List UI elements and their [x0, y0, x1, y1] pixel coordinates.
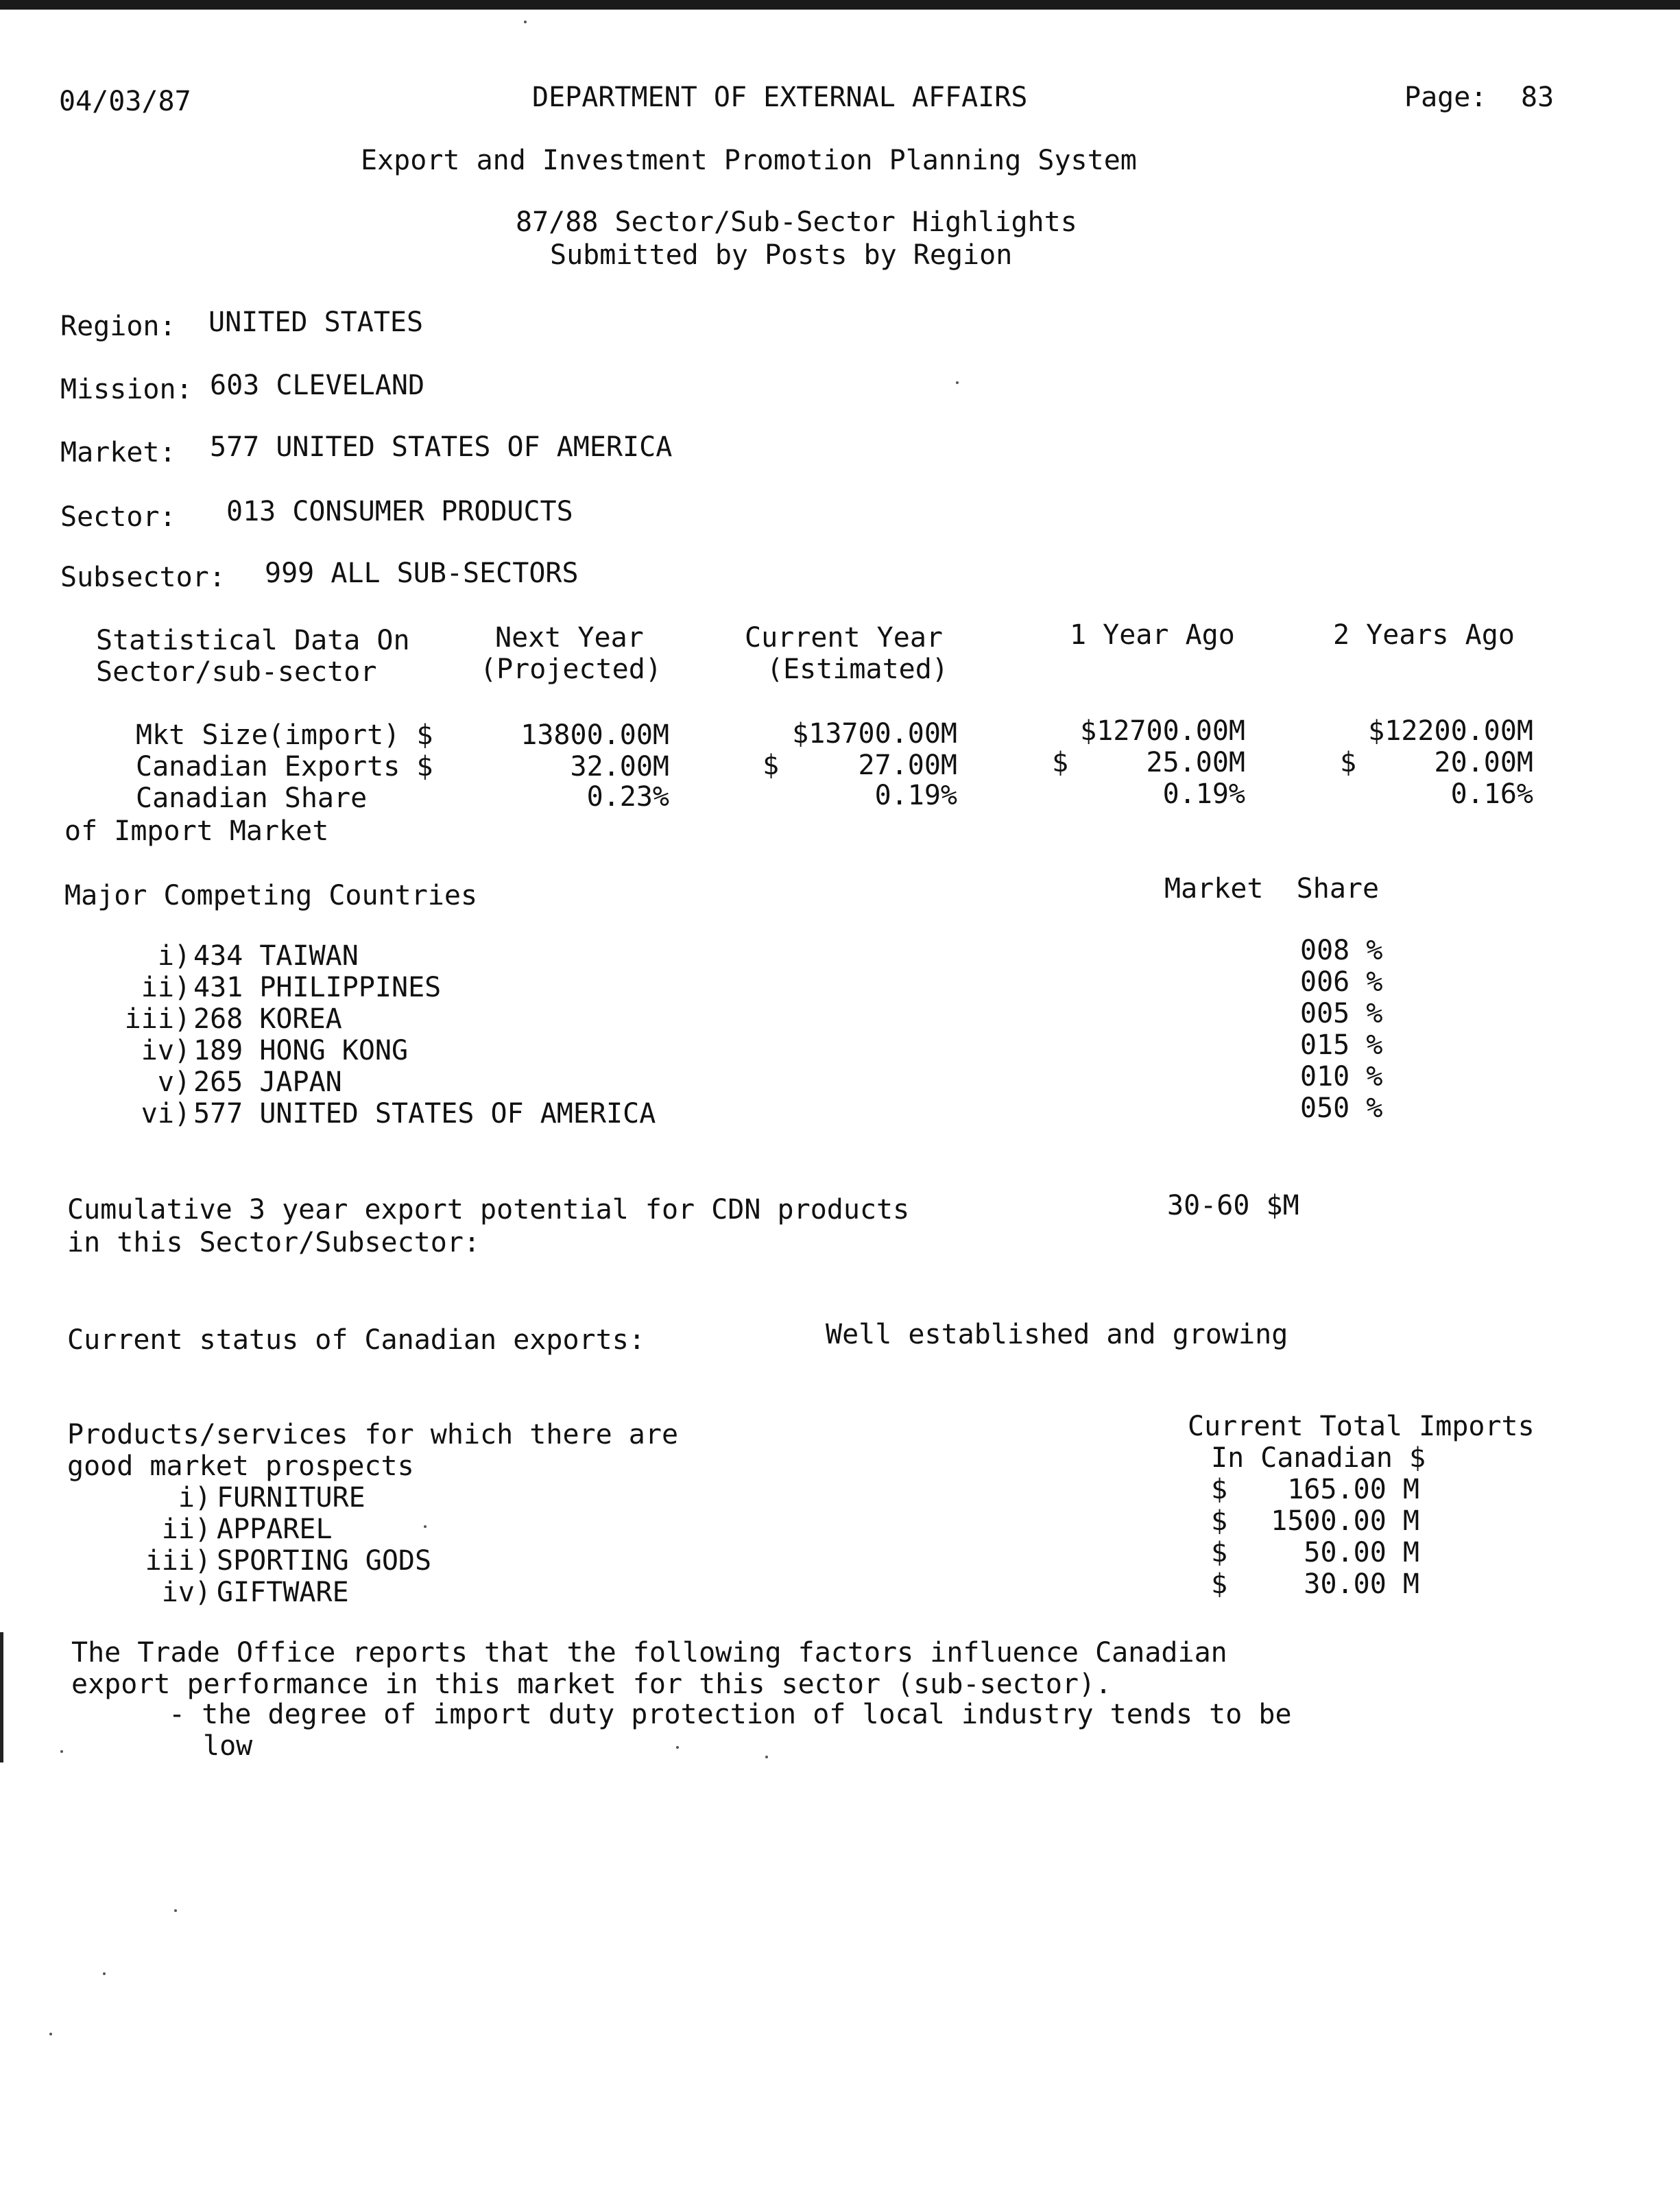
stats-cell: 0.19%: [874, 780, 957, 811]
competitor-name: 268 KOREA: [193, 1003, 342, 1035]
status-value: Well established and growing: [826, 1319, 1288, 1350]
stats-currency-symbol: $: [1052, 747, 1069, 778]
import-value: 50.00 M: [1304, 1537, 1419, 1568]
scan-speck: [60, 1750, 63, 1753]
potential-label-line1: Cumulative 3 year export potential for CDN products: [67, 1194, 910, 1226]
product-name: GIFTWARE: [217, 1577, 349, 1608]
col-current-year-sub: (Estimated): [767, 654, 948, 685]
competitor-share: 015 %: [1300, 1029, 1383, 1061]
competitors-title: Major Competing Countries: [64, 880, 478, 911]
competitor-share: 050 %: [1300, 1092, 1383, 1124]
products-label-line1: Products/services for which there are: [67, 1419, 679, 1450]
stats-cell: $12200.00M: [1368, 715, 1533, 747]
product-index: i): [178, 1482, 211, 1514]
competitor-share: 005 %: [1300, 998, 1383, 1029]
import-currency-symbol: $: [1211, 1568, 1228, 1600]
competitor-name: 431 PHILIPPINES: [193, 972, 442, 1003]
department-name: DEPARTMENT OF EXTERNAL AFFAIRS: [532, 82, 1028, 113]
stats-cell: 25.00M: [1146, 747, 1245, 778]
product-index: iii): [145, 1545, 211, 1577]
stats-cell: 13800.00M: [520, 719, 669, 751]
stats-cell: 0.23%: [586, 781, 669, 813]
competitor-share: 008 %: [1300, 935, 1383, 966]
region-value: UNITED STATES: [208, 307, 424, 338]
scan-speck: [676, 1746, 679, 1749]
subsector-label: Subsector:: [60, 562, 226, 593]
scan-top-edge: [0, 0, 1680, 10]
import-currency-symbol: $: [1211, 1474, 1228, 1505]
factors-line1: The Trade Office reports that the following factors influence Canadian: [71, 1637, 1227, 1669]
page-label: Page:: [1404, 82, 1487, 113]
potential-value: 30-60 $M: [1167, 1190, 1299, 1221]
factors-line2: export performance in this market for this sector (sub-sector).: [71, 1669, 1112, 1700]
product-index: ii): [161, 1514, 211, 1545]
mission-label: Mission:: [60, 374, 193, 405]
market-share-header: Market Share: [1164, 873, 1380, 905]
competitor-index: vi): [141, 1098, 191, 1130]
competitor-index: iv): [141, 1035, 191, 1066]
stats-cell: 32.00M: [570, 751, 669, 782]
competitor-index: iii): [124, 1003, 191, 1035]
competitor-name: 434 TAIWAN: [193, 940, 359, 972]
stats-currency-symbol: $: [763, 750, 780, 781]
stats-cell: 0.19%: [1162, 778, 1245, 810]
competitor-name: 189 HONG KONG: [193, 1035, 409, 1066]
competitor-index: v): [157, 1066, 191, 1098]
page-number: 83: [1521, 82, 1555, 113]
stats-cell: 20.00M: [1434, 747, 1533, 778]
stats-label-line1: Statistical Data On: [96, 625, 410, 656]
factor-bullet-line2: low: [203, 1730, 253, 1762]
share-suffix: of Import Market: [64, 815, 329, 847]
competitor-index: ii): [141, 972, 191, 1003]
scan-speck: [956, 381, 959, 384]
import-value: 30.00 M: [1304, 1568, 1419, 1600]
sector-label: Sector:: [60, 501, 176, 533]
scan-speck: [424, 1525, 427, 1528]
system-title: Export and Investment Promotion Planning System: [361, 145, 1137, 176]
col-next-year-sub: (Projected): [480, 654, 662, 685]
import-value: 1500.00 M: [1271, 1505, 1419, 1537]
col-next-year: Next Year: [495, 622, 644, 654]
scan-left-edge-mark: [0, 1632, 3, 1762]
status-label: Current status of Canadian exports:: [67, 1324, 645, 1356]
stats-cell: $13700.00M: [792, 718, 957, 750]
report-title: 87/88 Sector/Sub-Sector Highlights: [516, 206, 1077, 238]
competitor-name: 577 UNITED STATES OF AMERICA: [193, 1098, 656, 1130]
report-subtitle: Submitted by Posts by Region: [550, 239, 1013, 271]
scan-speck: [765, 1756, 768, 1758]
competitor-share: 006 %: [1300, 966, 1383, 998]
market-label: Market:: [60, 437, 176, 468]
stats-currency-symbol: $: [1340, 747, 1357, 778]
product-name: FURNITURE: [217, 1482, 365, 1514]
product-name: APPAREL: [217, 1514, 333, 1545]
factor-bullet-line1: - the degree of import duty protection of local industry tends to be: [169, 1699, 1292, 1730]
import-currency-symbol: $: [1211, 1505, 1228, 1537]
product-index: iv): [161, 1577, 211, 1608]
col-1-year-ago: 1 Year Ago: [1070, 619, 1235, 651]
import-currency-symbol: $: [1211, 1537, 1228, 1568]
scan-speck: [49, 2033, 52, 2035]
stats-cell: 27.00M: [858, 750, 957, 781]
competitor-name: 265 JAPAN: [193, 1066, 342, 1098]
potential-label-line2: in this Sector/Subsector:: [67, 1227, 481, 1258]
region-label: Region:: [60, 311, 176, 342]
report-date: 04/03/87: [59, 86, 191, 117]
mission-value: 603 CLEVELAND: [210, 370, 425, 401]
imports-header-line2: In Canadian $: [1211, 1442, 1426, 1474]
products-label-line2: good market prospects: [67, 1450, 414, 1482]
product-name: SPORTING GODS: [217, 1545, 432, 1577]
sector-value: 013 CONSUMER PRODUCTS: [226, 496, 573, 527]
col-current-year: Current Year: [745, 622, 943, 654]
scan-speck: [174, 1909, 177, 1912]
scan-speck: [524, 21, 527, 23]
col-2-years-ago: 2 Years Ago: [1333, 619, 1515, 651]
import-value: 165.00 M: [1287, 1474, 1419, 1505]
stats-cell: $12700.00M: [1080, 715, 1245, 747]
stats-row-label: Canadian Exports $: [136, 751, 433, 782]
stats-row-label: Canadian Share: [136, 782, 368, 814]
stats-label-line2: Sector/sub-sector: [96, 656, 377, 688]
market-value: 577 UNITED STATES OF AMERICA: [210, 431, 673, 463]
imports-header-line1: Current Total Imports: [1188, 1411, 1535, 1442]
subsector-value: 999 ALL SUB-SECTORS: [265, 558, 579, 589]
competitor-share: 010 %: [1300, 1061, 1383, 1092]
stats-row-label: Mkt Size(import) $: [136, 719, 433, 751]
competitor-index: i): [157, 940, 191, 972]
scan-speck: [103, 1972, 106, 1975]
stats-cell: 0.16%: [1450, 778, 1533, 810]
